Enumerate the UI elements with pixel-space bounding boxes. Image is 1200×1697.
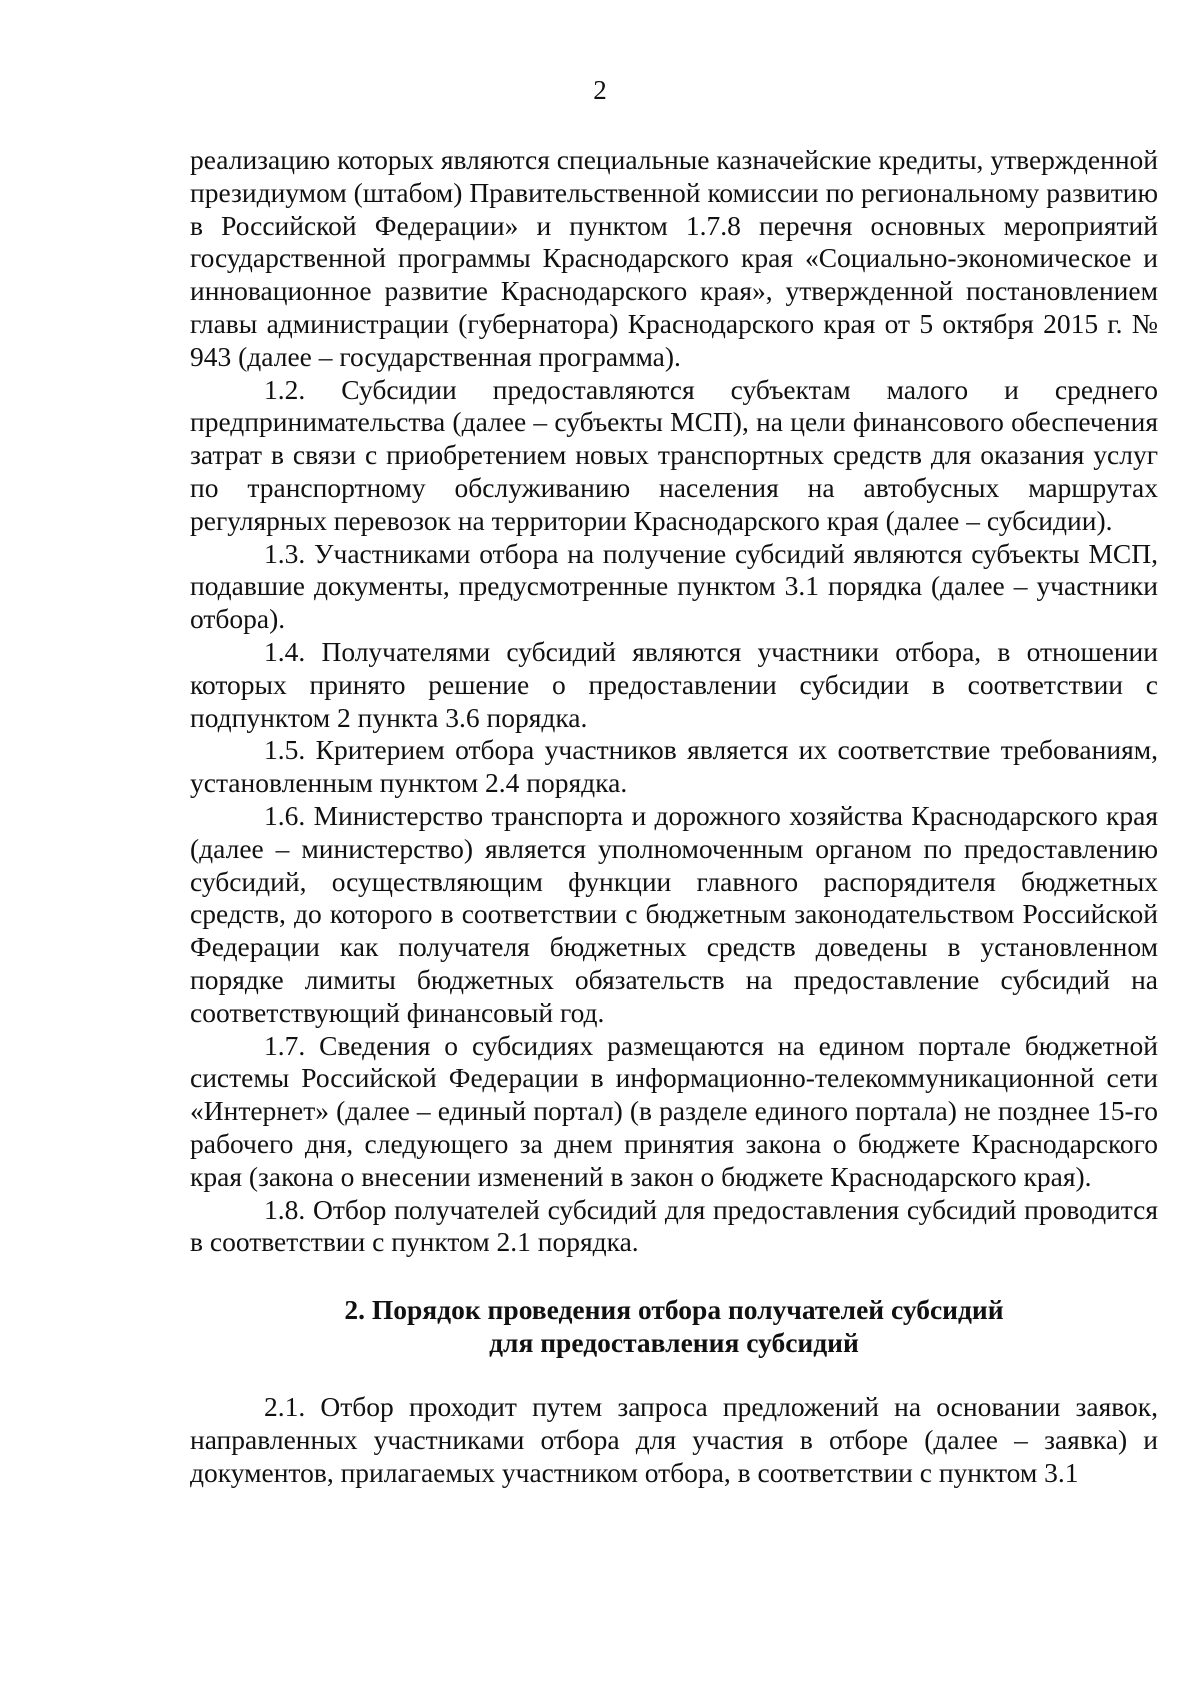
paragraph-p1-7: 1.7. Сведения о субсидиях размещаются на едином портале бюджетной системы Российской Федерации в информационно-телекоммуникационной сети «Интернет» (далее – единый портал) (в разделе единого портала) не позднее 15-го рабочего дня, следующего за днем принятия закона о бюджете Краснодарского края (закона о внесении изменений в закон о бюджете Краснодарского края). [190,1029,1158,1192]
paragraph-p2-1: 2.1. Отбор проходит путем запроса предложений на основании заявок, направленных участниками отбора для участия в отборе (далее – заявка) и документов, прилагаемых участником отбора, в соответствии с пунктом 3.1 [190,1391,1158,1488]
paragraph-p1-2: 1.2. Субсидии предоставляются субъектам малого и среднего предпринимательства (далее – субъекты МСП), на цели финансового обеспечения затрат в связи с приобретением новых транспортных средств для оказания услуг по транспортному обслуживанию населения на автобусных маршрутах регулярных перевозок на территории Краснодарского края (далее – субсидии). [190,373,1158,536]
section-2-heading [190,1293,1158,1359]
section-2-heading-line-2: для предоставления субсидий [489,1327,859,1359]
paragraph-p1-8: 1.8. Отбор получателей субсидий для предоставления субсидий проводится в соответствии с пунктом 2.1 порядка. [190,1193,1158,1258]
paragraph-p1-6: 1.6. Министерство транспорта и дорожного хозяйства Краснодарского края (далее – министерство) является уполномоченным органом по предоставлению субсидий, осуществляющим функции главного распорядителя бюджетных средств, до которого в соответствии с бюджетным законодательством Российской Федерации как получателя бюджетных средств доведены в установленном порядке лимиты бюджетных обязательств на предоставление субсидий на соответствующий финансовый год. [190,799,1158,1028]
paragraph-p1-5: 1.5. Критерием отбора участников является их соответствие требованиям, установленным пунктом 2.4 порядка. [190,734,1158,799]
page-number: 2 [593,75,607,105]
section-2-heading-line-1: 2. Порядок проведения отбора получателей субсидий [344,1294,1004,1326]
section-2-paragraphs [190,1391,1158,1489]
paragraph-p1-4: 1.4. Получателями субсидий являются участники отбора, в отношении которых принято решение о предоставлении субсидии в соответствии с подпунктом 2 пункта 3.6 порядка. [190,635,1158,733]
section-1-paragraphs [190,144,1158,1259]
document-body [190,144,1158,1489]
paragraph-p0: реализацию которых являются специальные казначейские кредиты, утвержденной президиумом (штабом) Правительственной комиссии по региональному развитию в Российской Федерации» и пунктом 1.7.8 перечня основных мероприятий государственной программы Краснодарского края «Социально-экономическое и инновационное развитие Краснодарского края», утвержденной постановлением главы администрации (губернатора) Краснодарского края от 5 октября 2015 г. № 943 (далее – государственная программа). [190,144,1158,372]
paragraph-p1-3: 1.3. Участниками отбора на получение субсидий являются субъекты МСП, подавшие документы, предусмотренные пунктом 3.1 порядка (далее – участники отбора). [190,537,1158,635]
